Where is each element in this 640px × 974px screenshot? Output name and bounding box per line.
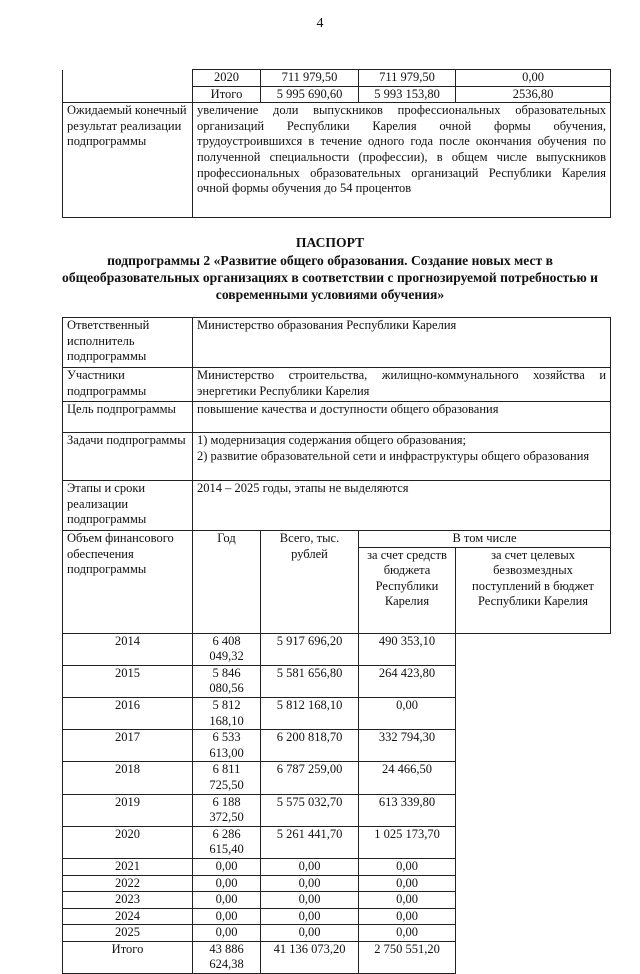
row-label: Участники подпрограммы: [63, 368, 193, 402]
cell-targeted: 0,00: [359, 875, 456, 892]
cell-total: 6 533 613,00: [193, 730, 261, 762]
table-row: [63, 70, 611, 87]
cell-total: 5 995 690,60: [261, 86, 359, 103]
table-row: [63, 103, 611, 218]
row-value: Министерство образования Республики Карелия: [193, 318, 611, 368]
cell-year: 2022: [63, 875, 193, 892]
cell-targeted: 2536,80: [456, 86, 611, 103]
cell-year: 2018: [63, 762, 193, 794]
finance-row: [63, 826, 611, 858]
cell-year: 2015: [63, 665, 193, 697]
cell-budget: 5 993 153,80: [359, 86, 456, 103]
finance-row: [63, 697, 611, 729]
passport-table: [62, 317, 611, 974]
cell-budget: 0,00: [261, 875, 359, 892]
finance-row: [63, 665, 611, 697]
finance-row: [63, 794, 611, 826]
cell-budget: 0,00: [261, 892, 359, 909]
page-number: 4: [316, 16, 324, 31]
cell-year: 2023: [63, 892, 193, 909]
row-value: [193, 433, 611, 481]
cell-budget: 5 581 656,80: [261, 665, 359, 697]
col-including: В том числе: [359, 531, 611, 548]
cell-year: 2020: [63, 826, 193, 858]
row-label: Цель подпрограммы: [63, 402, 193, 433]
row-value: Министерство строительства, жилищно-коммунального хозяйства и энергетики Республики Карелия: [193, 368, 611, 402]
table-row: [63, 318, 611, 368]
table-row: [63, 481, 611, 531]
cell-year: 2019: [63, 794, 193, 826]
cell-targeted: 0,00: [456, 70, 611, 87]
cell-total: 0,00: [193, 925, 261, 942]
expected-result-text: увеличение доли выпускников профессиональных образовательных организаций Республики Карелия очной формы обучения, трудоустроившихся в течение одного года после окончания обучения по полученной специальности (профессии), в общем числе выпускников профессиональных образовательных организаций Республики Карелия очной формы обучения до 54 процентов: [193, 103, 611, 218]
row-label: Задачи подпрограммы: [63, 433, 193, 481]
passport-heading: ПАСПОРТ: [295, 235, 365, 250]
cell-budget: 0,00: [261, 858, 359, 875]
cell-year: 2021: [63, 858, 193, 875]
top-table: [62, 69, 611, 218]
row-value: 2014 – 2025 годы, этапы не выделяются: [193, 481, 611, 531]
task-1: 1) модернизация содержания общего образования;: [197, 433, 467, 447]
finance-label: Объем финансового обеспечения подпрограммы: [63, 531, 193, 634]
cell-targeted: 264 423,80: [359, 665, 456, 697]
passport-subtitle: подпрограммы 2 «Развитие общего образования. Создание новых мест в общеобразовательных организациях в соответствии с прогнозируемой потребностью и современными условиями обучения»: [62, 253, 598, 302]
cell-targeted: 0,00: [359, 697, 456, 729]
cell-total: 5 812 168,10: [193, 697, 261, 729]
finance-row: [63, 908, 611, 925]
cell-budget: 5 575 032,70: [261, 794, 359, 826]
cell-total: 0,00: [193, 875, 261, 892]
cell-year: 2024: [63, 908, 193, 925]
cell-targeted: 0,00: [359, 925, 456, 942]
table-row: [63, 368, 611, 402]
cell-total: 6 811 725,50: [193, 762, 261, 794]
finance-row: [63, 892, 611, 909]
cell-year: 2017: [63, 730, 193, 762]
cell-targeted: 0,00: [359, 892, 456, 909]
cell-total: 43 886 624,38: [193, 941, 261, 973]
col-targeted: за счет целевых безвозмездных поступлений в бюджет Республики Карелия: [456, 547, 611, 633]
cell-budget: 6 200 818,70: [261, 730, 359, 762]
cell-targeted: 24 466,50: [359, 762, 456, 794]
cell-budget: 0,00: [261, 925, 359, 942]
finance-row: [63, 730, 611, 762]
cell-total: 6 188 372,50: [193, 794, 261, 826]
cell-total: 5 846 080,56: [193, 665, 261, 697]
expected-result-label: Ожидаемый конечный результат реализации подпрограммы: [63, 103, 193, 218]
cell-total: 0,00: [193, 858, 261, 875]
cell-total: 0,00: [193, 892, 261, 909]
task-2: 2) развитие образовательной сети и инфраструктуры общего образования: [197, 448, 590, 463]
cell-targeted: 332 794,30: [359, 730, 456, 762]
finance-row: [63, 633, 611, 665]
cell-total: 0,00: [193, 908, 261, 925]
col-total: Всего, тыс. рублей: [261, 531, 359, 634]
cell-year: Итого: [193, 86, 261, 103]
cell-targeted: 613 339,80: [359, 794, 456, 826]
cell-budget: 5 917 696,20: [261, 633, 359, 665]
cell-budget: 6 787 259,00: [261, 762, 359, 794]
cell-targeted: 2 750 551,20: [359, 941, 456, 973]
col-budget: за счет средств бюджета Республики Карелия: [359, 547, 456, 633]
cell-total: 711 979,50: [261, 70, 359, 87]
cell-targeted: 0,00: [359, 908, 456, 925]
finance-row: [63, 875, 611, 892]
col-year: Год: [193, 531, 261, 634]
finance-header-row: [63, 531, 611, 548]
cell-total: 6 286 615,40: [193, 826, 261, 858]
cell-budget: 0,00: [261, 908, 359, 925]
table-row: [63, 402, 611, 433]
row-label: Ответственный исполнитель подпрограммы: [63, 318, 193, 368]
cell-year: 2016: [63, 697, 193, 729]
cell-year: 2020: [193, 70, 261, 87]
finance-row: [63, 762, 611, 794]
row-value: повышение качества и доступности общего образования: [193, 402, 611, 433]
cell-budget: 5 261 441,70: [261, 826, 359, 858]
cell-year: Итого: [63, 941, 193, 973]
finance-row: [63, 858, 611, 875]
cell-total: 6 408 049,32: [193, 633, 261, 665]
finance-row: [63, 925, 611, 942]
cell-targeted: 490 353,10: [359, 633, 456, 665]
row-label: Этапы и сроки реализации подпрограммы: [63, 481, 193, 531]
finance-row: [63, 941, 611, 973]
cell-budget: 5 812 168,10: [261, 697, 359, 729]
cell-budget: 41 136 073,20: [261, 941, 359, 973]
cell-budget: 711 979,50: [359, 70, 456, 87]
cell-targeted: 0,00: [359, 858, 456, 875]
table-row: [63, 86, 611, 103]
table-row: [63, 433, 611, 481]
cell-targeted: 1 025 173,70: [359, 826, 456, 858]
cell-year: 2014: [63, 633, 193, 665]
cell-year: 2025: [63, 925, 193, 942]
